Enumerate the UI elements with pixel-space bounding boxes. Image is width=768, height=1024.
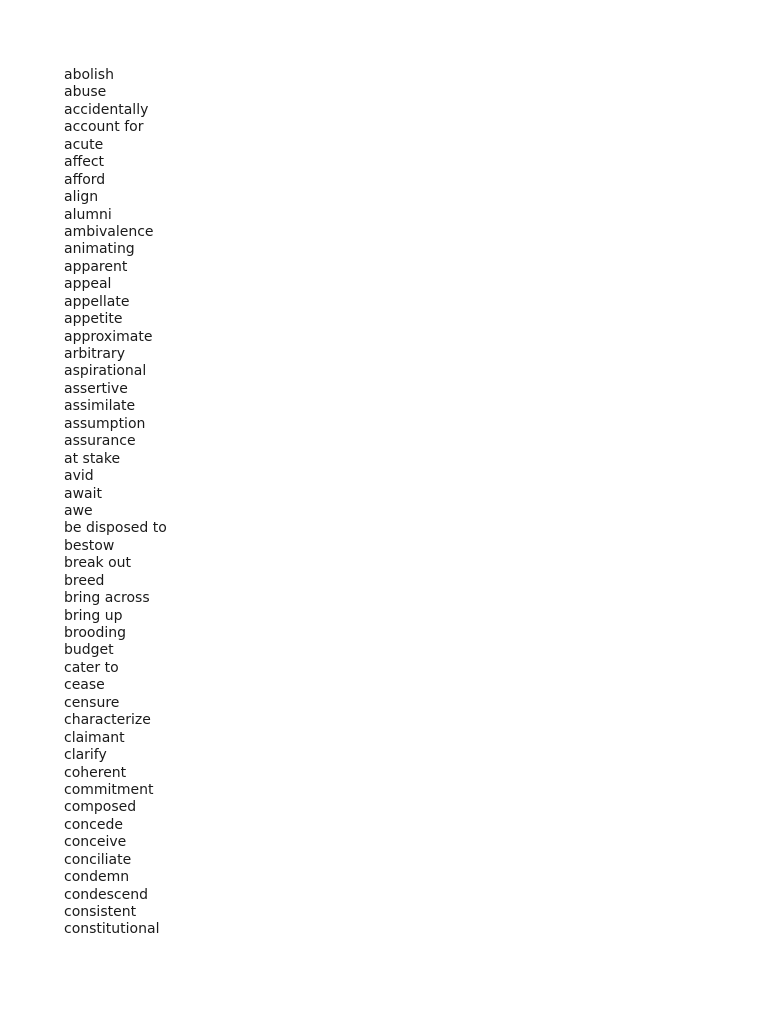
list-item: afford	[64, 171, 106, 188]
list-item: alumni	[64, 206, 112, 223]
list-item: conciliate	[64, 851, 132, 868]
list-item: conceive	[64, 834, 127, 851]
list-item: apparent	[64, 258, 128, 275]
list-item: appellate	[64, 293, 130, 310]
list-item: budget	[64, 642, 114, 659]
list-item: brooding	[64, 625, 127, 641]
list-item: acute	[64, 136, 104, 153]
list-item: at stake	[64, 450, 121, 467]
list-item: bring across	[64, 590, 150, 607]
list-item: avid	[64, 468, 94, 485]
list-item: accidentally	[64, 101, 149, 118]
word-list	[64, 67, 167, 939]
list-item: await	[64, 485, 102, 502]
list-item: assertive	[64, 380, 128, 397]
list-item: approximate	[64, 328, 153, 345]
list-item: be disposed to	[64, 520, 167, 537]
list-item: aspirational	[64, 363, 147, 380]
list-item: ambivalence	[64, 223, 154, 240]
list-item: assimilate	[64, 398, 136, 415]
list-item: break out	[64, 555, 132, 572]
list-item: censure	[64, 694, 120, 711]
list-item: assumption	[64, 415, 146, 432]
list-item: clarify	[64, 747, 107, 764]
list-item: commitment	[64, 781, 154, 798]
list-item: bestow	[64, 537, 115, 554]
list-item: condemn	[64, 869, 130, 886]
list-item: appeal	[64, 276, 112, 293]
list-item: assurance	[64, 433, 136, 450]
list-item: composed	[64, 799, 137, 816]
list-item: align	[64, 189, 99, 206]
list-item: claimant	[64, 729, 125, 746]
list-item: concede	[64, 816, 123, 833]
list-item: arbitrary	[64, 346, 125, 362]
list-item: bring up	[64, 607, 123, 624]
list-item: awe	[64, 502, 93, 519]
list-item: account for	[64, 119, 144, 136]
list-item: abuse	[64, 84, 107, 101]
list-item: cater to	[64, 659, 119, 676]
list-item: consistent	[64, 904, 137, 920]
list-item: affect	[64, 154, 105, 171]
list-item: abolish	[64, 67, 114, 83]
list-item: constitutional	[64, 921, 160, 938]
list-item: appetite	[64, 311, 123, 328]
list-item: cease	[64, 677, 105, 694]
list-item: condescend	[64, 886, 148, 903]
list-item: characterize	[64, 712, 151, 729]
list-item: animating	[64, 241, 135, 258]
list-item: coherent	[64, 764, 127, 781]
list-item: breed	[64, 572, 105, 589]
